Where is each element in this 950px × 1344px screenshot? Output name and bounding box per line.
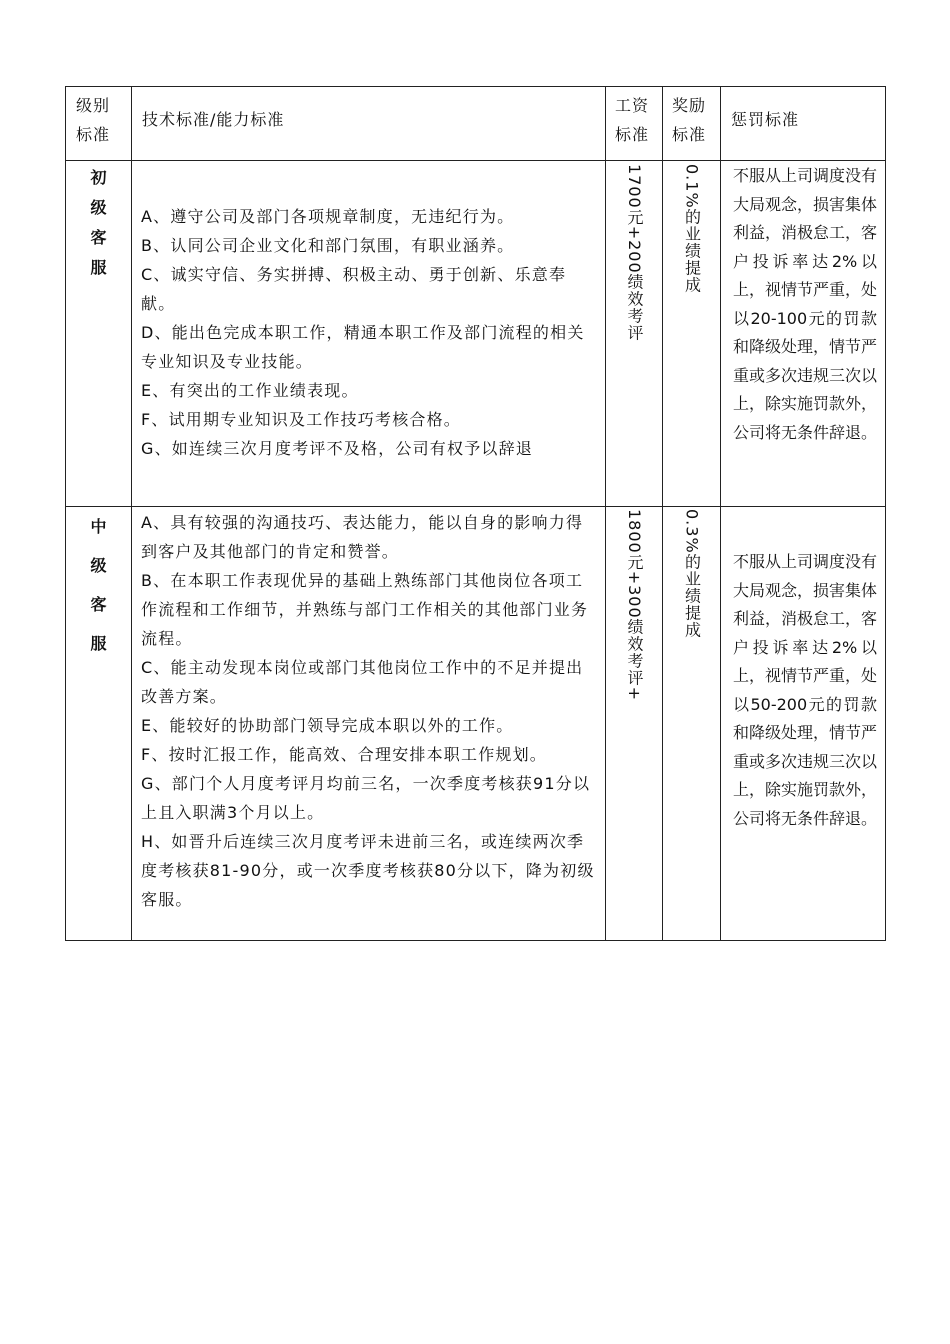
list-item: E、有突出的工作业绩表现。 bbox=[141, 381, 359, 400]
tech-cell bbox=[132, 161, 606, 507]
tech-cell bbox=[132, 507, 606, 941]
penalty-intermediate: 不服从上司调度没有大局观念，损害集体利益，消极怠工，客户投诉率达2%以上，视情节严重，处以50-200元的罚款和降级处理，情节严重或多次违规三次以上，除实施罚款外，公司将无条件辞退。 bbox=[733, 552, 878, 828]
header-reward-line1: 奖励 bbox=[672, 96, 707, 115]
header-reward bbox=[663, 87, 721, 161]
reward-cell bbox=[663, 161, 721, 507]
list-item: E、能较好的协助部门领导完成本职以外的工作。 bbox=[141, 716, 514, 735]
tech-list-intermediate bbox=[132, 507, 605, 914]
header-level-line2: 标准 bbox=[76, 125, 111, 144]
salary-intermediate: 1800元+300绩效考评+ bbox=[625, 509, 644, 702]
list-item: A、具有较强的沟通技巧、表达能力，能以自身的影响力得到客户及其他部门的肯定和赞誉。 bbox=[141, 513, 584, 561]
list-item: G、如连续三次月度考评不及格，公司有权予以辞退 bbox=[141, 439, 533, 458]
header-row bbox=[66, 87, 886, 161]
level-name-intermediate: 中 级 客 服 bbox=[90, 517, 107, 653]
salary-cell bbox=[606, 507, 663, 941]
list-item: G、部门个人月度考评月均前三名，一次季度考核获91分以上且入职满3个月以上。 bbox=[141, 774, 591, 822]
list-item: D、能出色完成本职工作，精通本职工作及部门流程的相关专业知识及专业技能。 bbox=[141, 323, 585, 371]
list-item: B、在本职工作表现优异的基础上熟练部门其他岗位各项工作流程和工作细节，并熟练与部门工作相关的其他部门业务流程。 bbox=[141, 571, 589, 648]
header-penalty-label: 惩罚标准 bbox=[731, 110, 800, 129]
header-salary bbox=[606, 87, 663, 161]
salary-cell bbox=[606, 161, 663, 507]
reward-junior: 0.1%的业绩提成 bbox=[682, 164, 702, 294]
level-cell bbox=[66, 507, 132, 941]
reward-cell bbox=[663, 507, 721, 941]
penalty-junior: 不服从上司调度没有大局观念，损害集体利益，消极怠工，客户投诉率达2%以上，视情节严重，处以20-100元的罚款和降级处理，情节严重或多次违规三次以上，除实施罚款外，公司将无条件辞退。 bbox=[733, 166, 878, 442]
table-row-junior bbox=[66, 161, 886, 507]
reward-intermediate: 0.3%的业绩提成 bbox=[682, 509, 702, 639]
list-item: A、遵守公司及部门各项规章制度，无违纪行为。 bbox=[141, 207, 515, 226]
header-salary-line1: 工资 bbox=[615, 96, 650, 115]
list-item: C、诚实守信、务实拼搏、积极主动、勇于创新、乐意奉献。 bbox=[141, 265, 567, 313]
list-item: H、如晋升后连续三次月度考评未进前三名，或连续两次季度考核获81-90分，或一次季度考核获80分以下，降为初级客服。 bbox=[141, 832, 595, 909]
header-level bbox=[66, 87, 132, 161]
list-item: C、能主动发现本岗位或部门其他岗位工作中的不足并提出改善方案。 bbox=[141, 658, 584, 706]
penalty-cell bbox=[721, 161, 886, 507]
header-salary-line2: 标准 bbox=[615, 125, 650, 144]
level-cell bbox=[66, 161, 132, 507]
header-tech bbox=[132, 87, 606, 161]
header-tech-label: 技术标准/能力标准 bbox=[142, 110, 285, 129]
header-reward-line2: 标准 bbox=[672, 125, 707, 144]
level-name-junior: 初 级 客 服 bbox=[90, 168, 107, 277]
penalty-cell bbox=[721, 507, 886, 941]
header-level-line1: 级别 bbox=[76, 96, 111, 115]
list-item: F、试用期专业知识及工作技巧考核合格。 bbox=[141, 410, 462, 429]
standards-table bbox=[65, 86, 886, 941]
tech-list-junior bbox=[132, 161, 605, 463]
table-row-intermediate bbox=[66, 507, 886, 941]
salary-junior: 1700元+200绩效考评 bbox=[625, 164, 644, 342]
header-penalty bbox=[721, 87, 886, 161]
list-item: F、按时汇报工作，能高效、合理安排本职工作规划。 bbox=[141, 745, 548, 764]
list-item: B、认同公司企业文化和部门氛围，有职业涵养。 bbox=[141, 236, 515, 255]
